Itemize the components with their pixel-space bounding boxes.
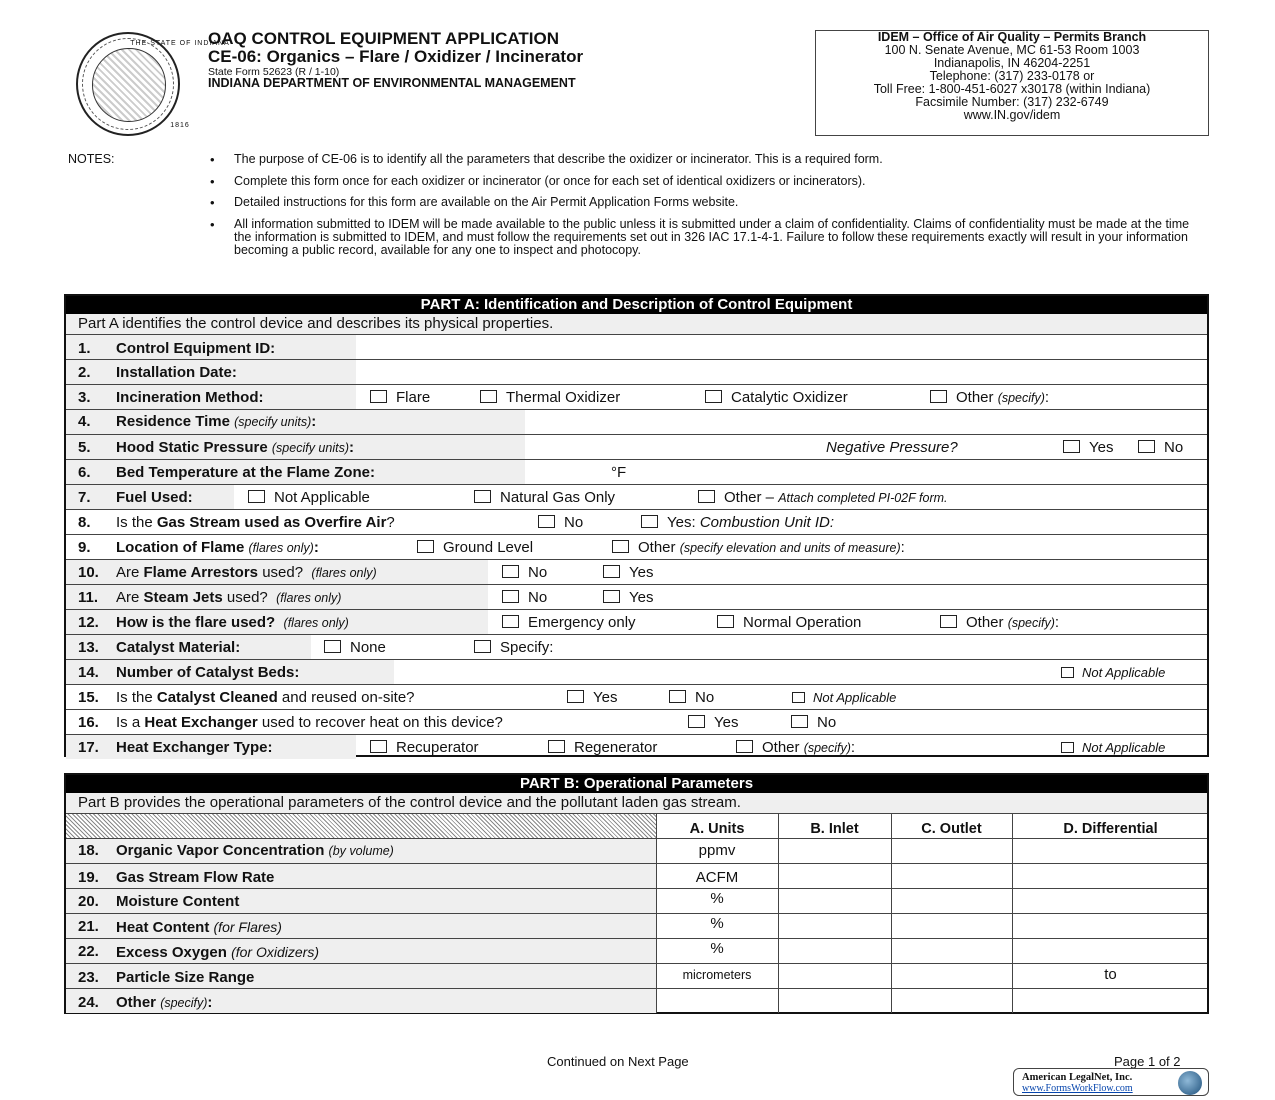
hint: (specify) xyxy=(803,741,851,755)
row-label: Excess Oxygen xyxy=(116,944,227,961)
part-a xyxy=(64,294,1209,757)
note-4 xyxy=(210,218,1200,274)
row-number: 18. xyxy=(78,842,99,859)
option-no[interactable] xyxy=(538,510,583,536)
outlet-field[interactable] xyxy=(892,939,1012,963)
checkbox-icon[interactable] xyxy=(612,540,629,553)
installation-date-field[interactable] xyxy=(356,360,1209,384)
bed-temperature-field[interactable] xyxy=(525,460,605,484)
row-label: Other xyxy=(116,994,157,1011)
note-text: The purpose of CE-06 is to identify all the parameters that describe the oxidizer or incinerator. This is a required form. xyxy=(234,152,883,166)
hatched-cell xyxy=(66,814,656,838)
row-heat-exchanger xyxy=(66,709,1207,734)
label-bold: Flame Arrestors xyxy=(143,564,259,581)
checkbox-icon[interactable] xyxy=(792,692,805,703)
idem-line-1: IDEM – Office of Air Quality – Permits Branch xyxy=(877,30,1147,44)
checkbox-icon[interactable] xyxy=(717,615,734,628)
residence-time-field[interactable] xyxy=(525,410,1209,434)
colon: : xyxy=(349,439,354,456)
idem-line-4: Telephone: (317) 233-0178 or xyxy=(929,69,1095,83)
unit-label: ppmv xyxy=(698,842,736,859)
range-to-label: to xyxy=(1104,966,1117,983)
row-label: Incineration Method: xyxy=(116,389,264,406)
row-organic-vapor xyxy=(66,838,1207,863)
outlet-field[interactable] xyxy=(892,839,1012,863)
checkbox-icon[interactable] xyxy=(248,490,265,503)
option-label: Not Applicable xyxy=(1082,665,1166,680)
differential-field[interactable] xyxy=(1013,939,1209,963)
label-post: and reused on-site? xyxy=(281,689,415,706)
label-pre: Is the xyxy=(116,689,153,706)
row-label: Installation Date: xyxy=(116,364,237,381)
row-number: 12. xyxy=(78,614,99,631)
row-number: 11. xyxy=(78,589,99,606)
option-label: Other xyxy=(956,389,994,406)
part-a-intro: Part A identifies the control device and describes its physical properties. xyxy=(66,314,1207,334)
option-none[interactable] xyxy=(324,635,386,661)
option-label: None xyxy=(350,639,386,656)
option-label: No xyxy=(1164,439,1184,456)
option-not-applicable[interactable] xyxy=(1061,660,1165,686)
option-no[interactable] xyxy=(502,585,547,611)
checkbox-icon[interactable] xyxy=(736,740,753,753)
checkbox-icon[interactable] xyxy=(940,615,957,628)
label-pre: Is a xyxy=(116,714,141,731)
hint: (specify) xyxy=(160,996,208,1010)
note-text: All information submitted to IDEM will be made available to the public unless it is submitted under a claim of confidentiality. Claims of confidentiality must be made at the time the information is submitted to IDEM, and must follow the requirements set out in 326 IAC 17.1-4-1. Failure to follow these requirements exactly will result in your information becoming a public record, available for any one to inspect and photocopy. xyxy=(234,217,1190,257)
option-yes[interactable] xyxy=(1063,435,1113,461)
hint: (specify) xyxy=(1007,616,1055,630)
option-ground-level[interactable] xyxy=(417,535,533,561)
row-number: 21. xyxy=(78,918,99,935)
label-post: used to recover heat on this device? xyxy=(261,714,503,731)
row-number: 8. xyxy=(78,514,91,531)
checkbox-icon[interactable] xyxy=(502,590,519,603)
row-fuel-used xyxy=(66,484,1207,509)
inlet-field[interactable] xyxy=(779,839,891,863)
row-other xyxy=(66,988,1207,1013)
option-label: Other xyxy=(762,739,800,756)
row-excess-oxygen xyxy=(66,938,1207,963)
row-label: How is the flare used? xyxy=(116,614,276,631)
row-catalyst-material xyxy=(66,634,1207,659)
form-subtitle: CE-06: Organics – Flare / Oxidizer / Incinerator xyxy=(208,47,584,66)
option-no[interactable] xyxy=(502,560,547,586)
row-number: 5. xyxy=(78,439,91,456)
option-yes[interactable] xyxy=(603,560,653,586)
row-bed-temperature xyxy=(66,459,1207,484)
notes-label: NOTES: xyxy=(68,152,115,166)
globe-icon xyxy=(1178,1071,1202,1095)
colon: : xyxy=(1044,389,1050,406)
row-label: Control Equipment ID: xyxy=(116,340,276,357)
outlet-field[interactable] xyxy=(892,964,1012,988)
hint: (for Oxidizers) xyxy=(231,944,319,960)
label-post: used? xyxy=(226,589,268,606)
label-bold: Heat Exchanger xyxy=(144,714,258,731)
row-incineration-method xyxy=(66,384,1207,409)
outlet-field[interactable] xyxy=(892,914,1012,938)
hint: (specify) xyxy=(997,391,1045,405)
row-heat-exchanger-type xyxy=(66,734,1207,759)
differential-field[interactable] xyxy=(1013,989,1209,1013)
option-label: Yes xyxy=(714,714,739,731)
checkbox-icon[interactable] xyxy=(930,390,947,403)
idem-contact-box xyxy=(815,30,1209,136)
option-label: Other – xyxy=(724,489,775,506)
row-number: 4. xyxy=(78,413,91,430)
label-bold: Gas Stream used as Overfire Air xyxy=(156,514,387,531)
checkbox-icon[interactable] xyxy=(791,715,808,728)
option-label: Yes: xyxy=(667,514,696,531)
logo-name: American LegalNet, Inc. xyxy=(1022,1072,1133,1083)
row-catalyst-cleaned xyxy=(66,684,1207,709)
checkbox-icon[interactable] xyxy=(502,615,519,628)
row-label: Bed Temperature at the Flame Zone: xyxy=(116,464,375,481)
option-label: Yes xyxy=(629,589,654,606)
checkbox-icon[interactable] xyxy=(641,515,658,528)
idem-line-7: www.IN.gov/idem xyxy=(963,108,1061,122)
part-a-header: PART A: Identification and Description of Control Equipment xyxy=(66,296,1207,314)
hint: (specify elevation and units of measure) xyxy=(679,541,901,555)
row-particle-size xyxy=(66,963,1207,988)
colon: : xyxy=(850,739,856,756)
inlet-field[interactable] xyxy=(779,864,891,888)
option-other[interactable] xyxy=(698,485,948,511)
colon: : xyxy=(1054,614,1060,631)
units-field[interactable] xyxy=(657,989,778,1013)
outlet-field[interactable] xyxy=(892,864,1012,888)
option-label: Not Applicable xyxy=(813,690,897,705)
option-yes[interactable] xyxy=(641,510,834,536)
option-label: Ground Level xyxy=(443,539,534,556)
option-label: Emergency only xyxy=(528,614,636,631)
form-number: State Form 52623 (R / 1-10) xyxy=(208,66,340,78)
col-outlet: C. Outlet xyxy=(921,821,982,837)
checkbox-icon[interactable] xyxy=(603,565,620,578)
hint: (flares only) xyxy=(276,591,342,605)
row-moisture-content xyxy=(66,888,1207,913)
differential-field[interactable] xyxy=(1013,914,1209,938)
row-installation-date xyxy=(66,359,1207,384)
hint: (for Flares) xyxy=(213,919,282,935)
checkbox-icon[interactable] xyxy=(1061,667,1074,678)
col-units: A. Units xyxy=(689,821,745,837)
row-number: 14. xyxy=(78,664,99,681)
part-b-header: PART B: Operational Parameters xyxy=(66,775,1207,793)
checkbox-icon[interactable] xyxy=(370,740,387,753)
option-label: No xyxy=(695,689,715,706)
option-label: Yes xyxy=(1089,439,1114,456)
hood-static-pressure-field[interactable] xyxy=(525,435,805,459)
row-label: Moisture Content xyxy=(116,893,240,910)
hint: (by volume) xyxy=(328,844,394,858)
row-number: 10. xyxy=(78,564,99,581)
inlet-field[interactable] xyxy=(779,914,891,938)
checkbox-icon[interactable] xyxy=(324,640,341,653)
row-label: Heat Exchanger Type: xyxy=(116,739,273,756)
bullet: • xyxy=(210,174,215,189)
option-thermal-oxidizer[interactable] xyxy=(480,385,620,411)
option-regenerator[interactable] xyxy=(548,735,657,761)
option-other[interactable] xyxy=(736,735,855,761)
inlet-field[interactable] xyxy=(779,964,891,988)
bullet: • xyxy=(210,195,215,210)
row-label: Heat Content xyxy=(116,919,210,936)
differential-field[interactable] xyxy=(1013,839,1209,863)
row-label: Gas Stream Flow Rate xyxy=(116,869,275,886)
option-specify[interactable] xyxy=(474,635,553,661)
hint: (flares only) xyxy=(311,566,377,580)
idem-line-2: 100 N. Senate Avenue, MC 61-53 Room 1003 xyxy=(884,43,1140,57)
part-b-intro: Part B provides the operational parameters of the control device and the pollutant laden gas stream. xyxy=(66,793,1207,813)
checkbox-icon[interactable] xyxy=(603,590,620,603)
option-other[interactable] xyxy=(930,385,1049,411)
option-label: Not Applicable xyxy=(274,489,370,506)
form-title: OAQ CONTROL EQUIPMENT APPLICATION xyxy=(208,29,560,48)
checkbox-icon[interactable] xyxy=(669,690,686,703)
colon: : xyxy=(311,413,317,430)
checkbox-icon[interactable] xyxy=(370,390,387,403)
bullet: • xyxy=(210,217,215,232)
row-number: 1. xyxy=(78,340,91,357)
unit-label: % xyxy=(710,940,724,957)
unit-label: °F xyxy=(611,464,627,481)
row-residence-time xyxy=(66,409,1207,434)
checkbox-icon[interactable] xyxy=(474,640,491,653)
checkbox-icon[interactable] xyxy=(705,390,722,403)
option-yes[interactable] xyxy=(688,710,738,736)
row-number: 9. xyxy=(78,539,91,556)
option-other[interactable] xyxy=(940,610,1059,636)
row-flare-use xyxy=(66,609,1207,634)
row-label: Particle Size Range xyxy=(116,969,255,986)
unit-label: ACFM xyxy=(695,869,739,886)
row-hood-static-pressure xyxy=(66,434,1207,459)
colon: : xyxy=(313,539,319,556)
hint: (specify units) xyxy=(271,441,349,455)
row-number: 7. xyxy=(78,489,91,506)
unit-label: micrometers xyxy=(682,968,752,982)
row-location-of-flame xyxy=(66,534,1207,559)
option-other[interactable] xyxy=(612,535,905,561)
checkbox-icon[interactable] xyxy=(698,490,715,503)
checkbox-icon[interactable] xyxy=(538,515,555,528)
row-label: Hood Static Pressure xyxy=(116,439,268,456)
option-no[interactable] xyxy=(669,685,714,711)
checkbox-icon[interactable] xyxy=(567,690,584,703)
option-label: Other xyxy=(966,614,1004,631)
outlet-field[interactable] xyxy=(892,989,1012,1013)
option-not-applicable[interactable] xyxy=(792,685,896,711)
row-number: 13. xyxy=(78,639,99,656)
page-number: Page 1 of 2 xyxy=(1114,1054,1181,1069)
col-differential: D. Differential xyxy=(1063,821,1158,837)
row-label: Location of Flame xyxy=(116,539,245,556)
row-number: 3. xyxy=(78,389,91,406)
note-text: Detailed instructions for this form are available on the Air Permit Application Forms website. xyxy=(234,195,739,209)
state-seal xyxy=(76,32,230,136)
hint: (flares only) xyxy=(248,541,314,555)
row-number: 2. xyxy=(78,364,91,381)
option-normal-operation[interactable] xyxy=(717,610,861,636)
unit-label: % xyxy=(710,890,724,907)
label-pre: Are xyxy=(116,589,140,606)
checkbox-icon[interactable] xyxy=(417,540,434,553)
control-equipment-id-field[interactable] xyxy=(356,335,1209,359)
option-label: Normal Operation xyxy=(743,614,862,631)
col-inlet: B. Inlet xyxy=(810,821,859,837)
outlet-field[interactable] xyxy=(892,889,1012,913)
label-pre: Is the xyxy=(116,514,153,531)
inlet-field[interactable] xyxy=(779,889,891,913)
option-label: Regenerator xyxy=(574,739,658,756)
differential-field[interactable] xyxy=(1013,864,1209,888)
row-number: 23. xyxy=(78,969,99,986)
seal-emblem xyxy=(92,48,166,122)
option-no[interactable] xyxy=(791,710,836,736)
label-post: used? xyxy=(262,564,304,581)
hint: Attach completed PI-02F form. xyxy=(778,491,948,505)
label-bold: Catalyst Cleaned xyxy=(156,689,278,706)
option-label: Specify: xyxy=(500,639,554,656)
option-label: No xyxy=(817,714,837,731)
part-b xyxy=(64,773,1209,1014)
colon: : xyxy=(900,539,905,556)
option-label: Other xyxy=(638,539,676,556)
row-number: 20. xyxy=(78,893,99,910)
hint: (specify units) xyxy=(234,415,312,429)
option-label: Recuperator xyxy=(396,739,479,756)
continued-note: Continued on Next Page xyxy=(547,1054,689,1069)
option-label: Yes xyxy=(629,564,654,581)
note-1 xyxy=(210,153,1200,167)
option-catalytic-oxidizer[interactable] xyxy=(705,385,848,411)
unit-label: % xyxy=(710,915,724,932)
label-post: ? xyxy=(386,514,395,531)
row-flame-arrestors xyxy=(66,559,1207,584)
row-control-equipment-id xyxy=(66,334,1207,359)
row-label: Residence Time xyxy=(116,413,230,430)
option-yes[interactable] xyxy=(567,685,617,711)
checkbox-icon[interactable] xyxy=(474,490,491,503)
row-number: 17. xyxy=(78,739,99,756)
combustion-unit-label: Combustion Unit ID: xyxy=(699,514,835,531)
option-label: Not Applicable xyxy=(1082,740,1166,755)
option-label: Catalytic Oxidizer xyxy=(731,389,848,406)
label-pre: Are xyxy=(116,564,140,581)
inlet-field[interactable] xyxy=(779,989,891,1013)
row-number: 6. xyxy=(78,464,91,481)
option-label: No xyxy=(564,514,584,531)
note-3 xyxy=(210,196,1200,210)
option-not-applicable[interactable] xyxy=(248,485,370,511)
note-text: Complete this form once for each oxidizer or incinerator (or once for each set of identical oxidizers or incinerators). xyxy=(234,174,866,188)
option-no[interactable] xyxy=(1138,435,1183,461)
option-label: Flare xyxy=(396,389,431,406)
row-label: Catalyst Material: xyxy=(116,639,241,656)
checkbox-icon[interactable] xyxy=(1138,440,1155,453)
row-number: 22. xyxy=(78,943,99,960)
row-number: 24. xyxy=(78,994,99,1011)
checkbox-icon[interactable] xyxy=(502,565,519,578)
row-steam-jets xyxy=(66,584,1207,609)
inlet-field[interactable] xyxy=(779,939,891,963)
row-label: Number of Catalyst Beds: xyxy=(116,664,300,681)
row-label: Organic Vapor Concentration xyxy=(116,842,325,859)
option-label: Natural Gas Only xyxy=(500,489,616,506)
seal-top-text: THE STATE OF INDIANA xyxy=(130,40,230,47)
row-number: 19. xyxy=(78,869,99,886)
column-header-row xyxy=(66,813,1207,838)
row-number: 15. xyxy=(78,689,99,706)
label-bold: Steam Jets xyxy=(143,589,223,606)
option-recuperator[interactable] xyxy=(370,735,479,761)
checkbox-icon[interactable] xyxy=(1063,440,1080,453)
idem-line-5: Toll Free: 1-800-451-6027 x30178 (within Indiana) xyxy=(873,82,1151,96)
row-overfire-air xyxy=(66,509,1207,534)
logo-url[interactable]: www.FormsWorkFlow.com xyxy=(1022,1083,1133,1094)
hint: (flares only) xyxy=(283,616,349,630)
negative-pressure-label: Negative Pressure? xyxy=(826,439,958,456)
idem-line-6: Facsimile Number: (317) 232-6749 xyxy=(915,95,1109,109)
row-gas-stream-flow xyxy=(66,863,1207,888)
option-label: No xyxy=(528,564,548,581)
checkbox-icon[interactable] xyxy=(480,390,497,403)
option-label: Thermal Oxidizer xyxy=(506,389,621,406)
catalyst-beds-field[interactable] xyxy=(394,660,1044,684)
row-number-catalyst-beds xyxy=(66,659,1207,684)
colon: : xyxy=(207,994,213,1011)
option-flare[interactable] xyxy=(370,385,430,411)
differential-field[interactable] xyxy=(1013,889,1209,913)
note-2 xyxy=(210,175,1200,189)
row-number: 16. xyxy=(78,714,99,731)
bullet: • xyxy=(210,152,215,167)
option-label: No xyxy=(528,589,548,606)
checkbox-icon[interactable] xyxy=(688,715,705,728)
option-emergency-only[interactable] xyxy=(502,610,636,636)
checkbox-icon[interactable] xyxy=(548,740,565,753)
option-yes[interactable] xyxy=(603,585,653,611)
checkbox-icon[interactable] xyxy=(1061,742,1074,753)
row-label: Fuel Used: xyxy=(116,489,193,506)
agency-name: INDIANA DEPARTMENT OF ENVIRONMENTAL MANAGEMENT xyxy=(208,76,576,90)
option-label: Yes xyxy=(593,689,618,706)
idem-line-3: Indianapolis, IN 46204-2251 xyxy=(933,56,1091,70)
seal-bottom-text: 1816 xyxy=(170,122,190,129)
option-not-applicable[interactable] xyxy=(1061,735,1165,761)
american-legalnet-logo[interactable] xyxy=(1013,1068,1209,1096)
row-heat-content xyxy=(66,913,1207,938)
option-natural-gas-only[interactable] xyxy=(474,485,615,511)
